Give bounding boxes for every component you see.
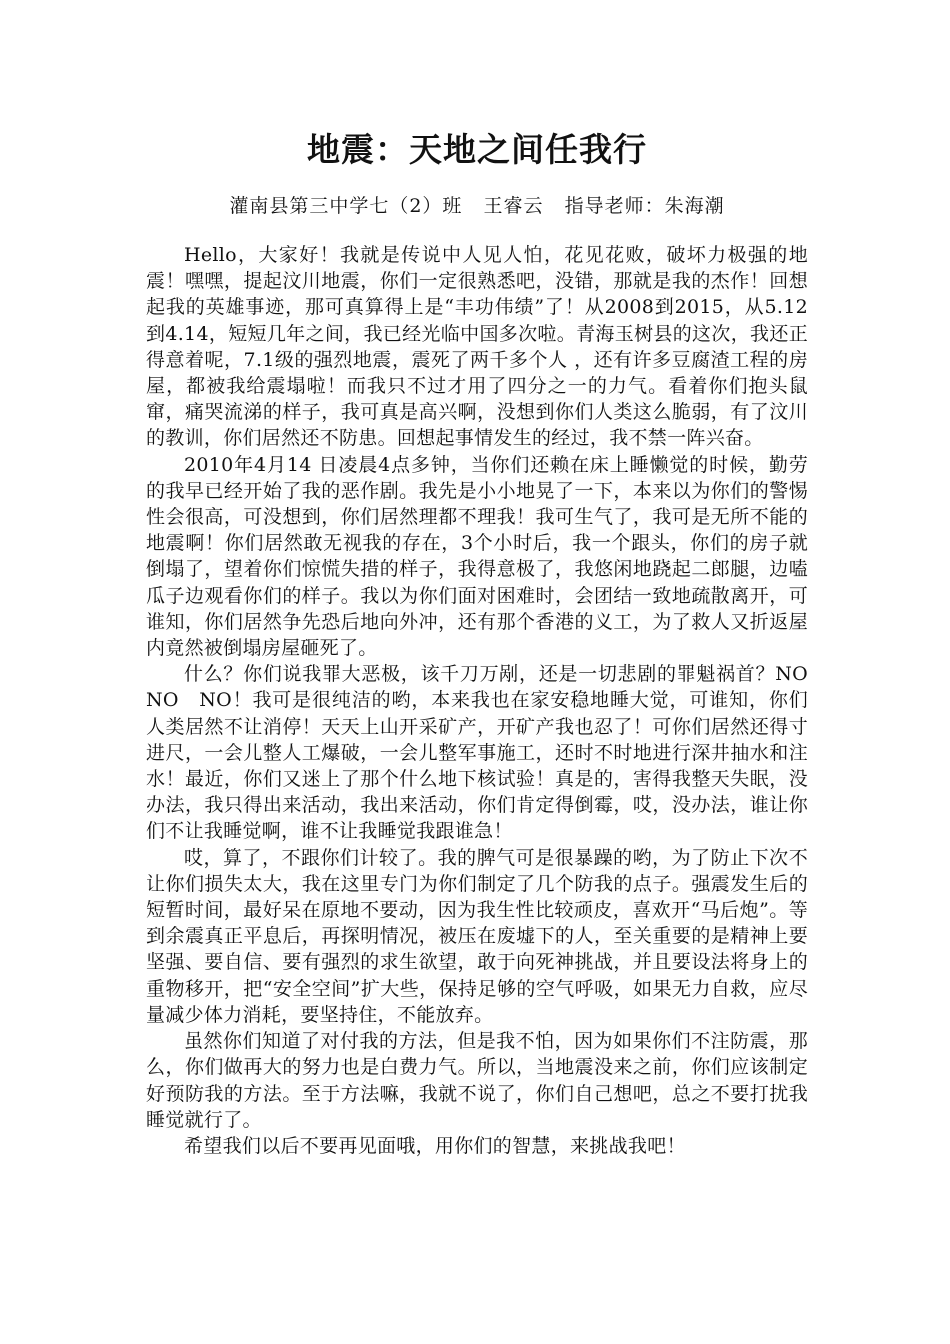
paragraph: 虽然你们知道了对付我的方法，但是我不怕，因为如果你们不注防震，那么，你们做再大的努力也是白费力气。所以，当地震没来之前，你们应该制定好预防我的方法。至于方法嘛，我就不说了，你们自己想吧，总之不要打扰我睡觉就行了。 [146, 1030, 808, 1131]
paragraph: 希望我们以后不要再见面哦，用你们的智慧，来挑战我吧！ [184, 1134, 686, 1157]
document-title: 地震：天地之间任我行 [307, 130, 647, 169]
paragraph: 2010年4月14 日凌晨4点多钟，当你们还赖在床上睡懒觉的时候，勤劳的我早已经开始了我的恶作剧。我先是小小地晃了一下，本来以为你们的警惕性会很高，可没想到，你们居然理都不理我！我可生气了，我可是无所不能的地震啊！你们居然敢无视我的存在，3个小时后，我一个跟头，你们的房子就倒塌了，望着你们惊慌失措的样子，我得意极了，我悠闲地跷起二郎腿，边嗑瓜子边观看你们的样子。我以为你们面对困难时，会团结一致地疏散离开，可谁知，你们居然争先恐后地向外冲，还有那个香港的义工，为了救人又折返屋内竟然被倒塌房屋砸死了。 [146, 453, 808, 660]
author-byline: 灌南县第三中学七（2）班 王睿云 指导老师：朱海潮 [229, 195, 725, 217]
document-page [146, 128, 828, 1159]
paragraph: 哎，算了，不跟你们计较了。我的脾气可是很暴躁的哟，为了防止下次不让你们损失太大，我在这里专门为你们制定了几个防我的点子。强震发生后的短暂时间，最好呆在原地不要动，因为我生性比较顽皮，喜欢开“马后炮”。等到余震真正平息后，再探明情况，被压在废墟下的人，至关重要的是精神上要坚强、要自信、要有强烈的求生欲望，敢于向死神挑战，并且要设法将身上的重物移开，把“安全空间”扩大些，保持足够的空气呼吸，如果无力自救，应尽量减少体力消耗，要坚持住，不能放弃。 [146, 846, 808, 1026]
paragraph: Hello，大家好！我就是传说中人见人怕，花见花败，破坏力极强的地震！嘿嘿，提起汶川地震，你们一定很熟悉吧，没错，那就是我的杰作！回想起我的英雄事迹，那可真算得上是“丰功伟绩”了！从2008到2015，从5.12到4.14，短短几年之间，我已经光临中国多次啦。青海玉树县的这次，我还正得意着呢，7.1级的强烈地震，震死了两千多个人 ，还有许多豆腐渣工程的房屋，都被我给震塌啦！而我只不过才用了四分之一的力气。看着你们抱头鼠窜，痛哭流涕的样子，我可真是高兴啊，没想到你们人类这么脆弱，有了汶川的教训，你们居然还不防患。回想起事情发生的经过，我不禁一阵兴奋。 [146, 244, 808, 450]
paragraph: 什么？你们说我罪大恶极，该千刀万剐，还是一切悲剧的罪魁祸首？NO NO NO！我可是很纯洁的哟，本来我也在家安稳地睡大觉，可谁知，你们人类居然不让消停！天天上山开采矿产，开矿产我也忍了！可你们居然还得寸进尺，一会儿整人工爆破，一会儿整军事施工，还时不时地进行深井抽水和注水！最近，你们又迷上了那个什么地下核试验！真是的，害得我整天失眠，没办法，我只得出来活动，我出来活动，你们肯定得倒霉，哎，没办法，谁让你们不让我睡觉啊，谁不让我睡觉我跟谁急！ [146, 663, 828, 843]
document-body [146, 242, 828, 1159]
